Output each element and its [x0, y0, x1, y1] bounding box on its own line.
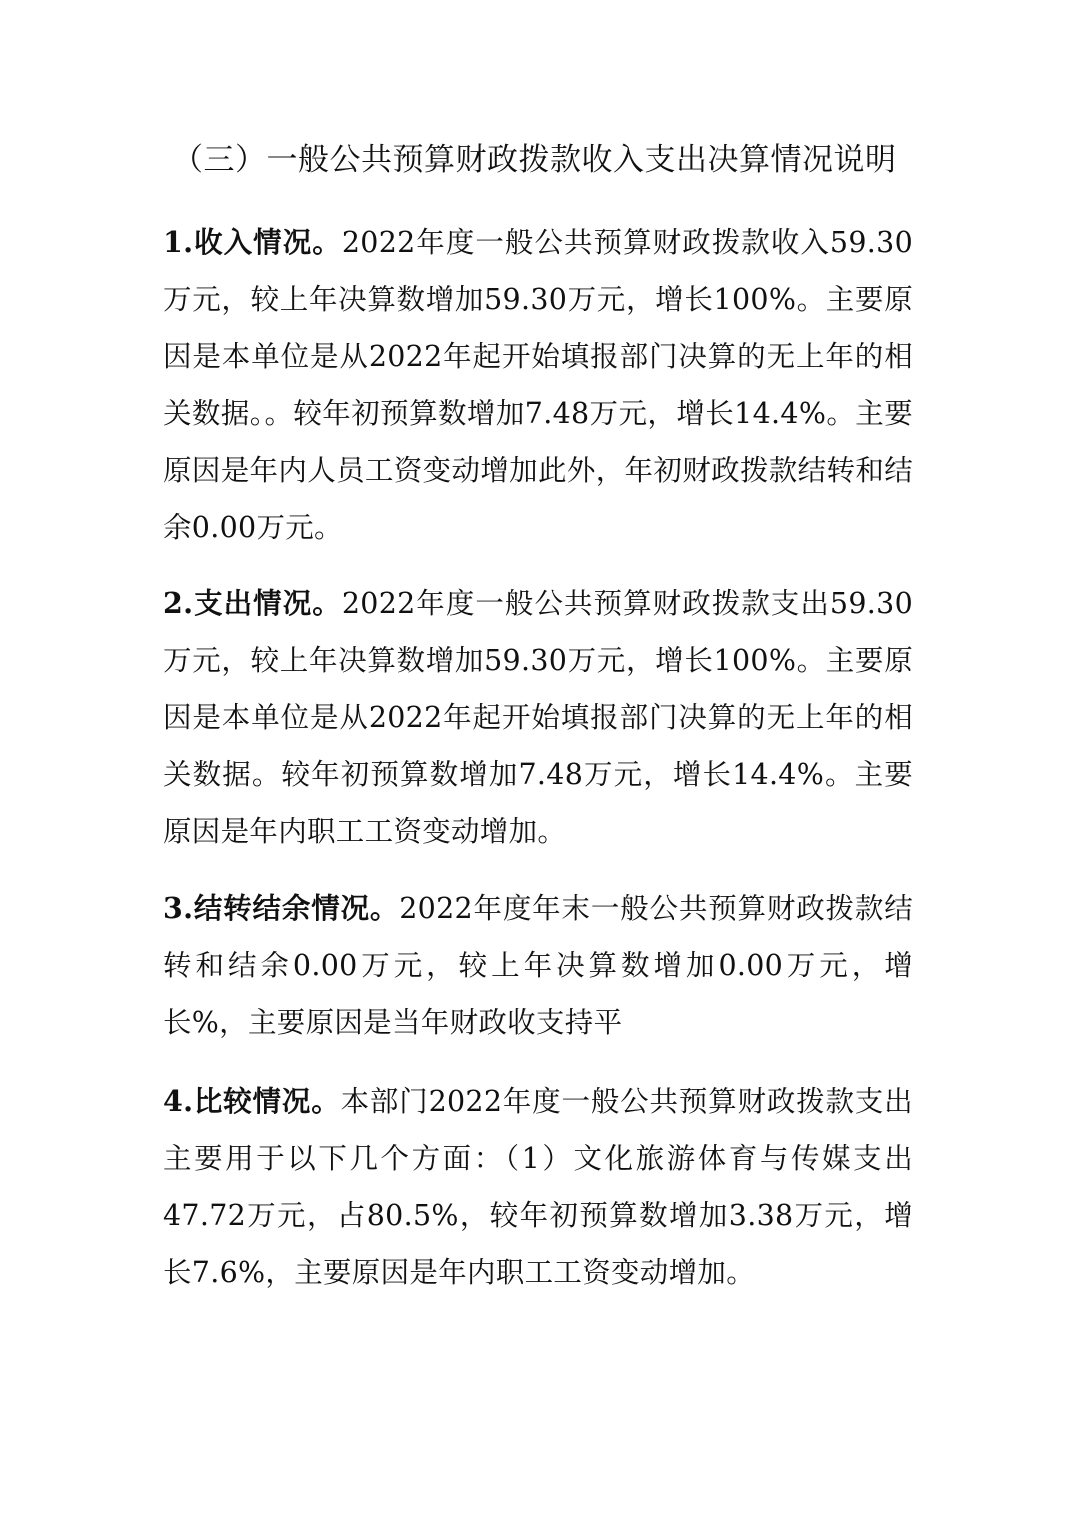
paragraph-heading: 3.结转结余情况。	[163, 891, 400, 925]
paragraph-expense	[163, 575, 913, 860]
paragraph-body: 2022年度一般公共预算财政拨款收入59.30万元，较上年决算数增加59.30万元，增长100%。主要原因是本单位是从2022年起开始填报部门决算的无上年的相关数据。。较年初预算数增加7.48万元，增长14.4%。主要原因是年内人员工资变动增加此外，年初财政拨款结转和结余0.00万元。	[163, 226, 913, 544]
paragraph-heading: 4.比较情况。	[163, 1084, 341, 1118]
paragraph-body: 2022年度年末一般公共预算财政拨款结转和结余0.00万元，较上年决算数增加0.00万元，增长%，主要原因是当年财政收支持平	[163, 892, 914, 1039]
paragraph-carryover	[163, 880, 913, 1051]
paragraph-income	[163, 214, 913, 556]
paragraph-comparison	[163, 1073, 913, 1301]
paragraph-heading: 2.支出情况。	[163, 586, 342, 620]
paragraph-heading: 1.收入情况。	[163, 225, 342, 259]
paragraph-body: 本部门2022年度一般公共预算财政拨款支出主要用于以下几个方面：（1）文化旅游体育与传媒支出47.72万元，占80.5%，较年初预算数增加3.38万元，增长7.6%，主要原因是年内职工工资变动增加。	[163, 1085, 913, 1289]
paragraph-body: 2022年度一般公共预算财政拨款支出59.30万元，较上年决算数增加59.30万元，增长100%。主要原因是本单位是从2022年起开始填报部门决算的无上年的相关数据。较年初预算数增加7.48万元，增长14.4%。主要原因是年内职工工资变动增加。	[163, 587, 913, 848]
section-title: （三）一般公共预算财政拨款收入支出决算情况说明	[172, 142, 897, 178]
